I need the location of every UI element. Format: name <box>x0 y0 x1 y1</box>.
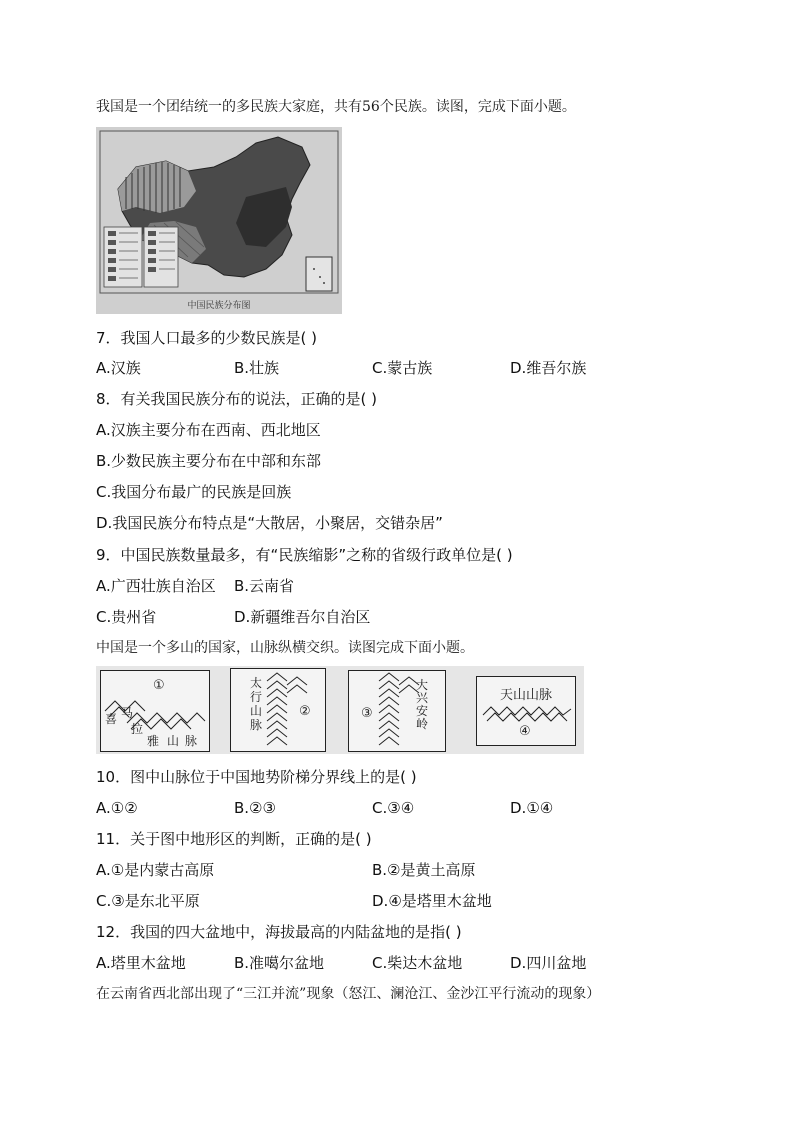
panel3-number: ③ <box>361 706 373 721</box>
q7-option-a: A.汉族 <box>96 359 141 377</box>
q8-option-a: A.汉族主要分布在西南、西北地区 <box>96 421 321 439</box>
intro-text-three-rivers: 在云南省西北部出现了“三江并流”现象（怒江、澜沧江、金沙江平行流动的现象） <box>96 986 601 1002</box>
q11-option-b: B.②是黄土高原 <box>372 861 476 879</box>
intro-text-ethnic: 我国是一个团结统一的多民族大家庭，共有56个民族。读图，完成下面小题。 <box>96 99 576 115</box>
q9-option-b: B.云南省 <box>234 577 295 595</box>
panel-taihang <box>230 668 326 752</box>
q8-option-c: C.我国分布最广的民族是回族 <box>96 483 292 501</box>
panel1-label-char-1: 喜 <box>105 712 118 726</box>
q9-option-a: A.广西壮族自治区 <box>96 577 216 595</box>
china-ethnic-map-figure <box>96 127 342 314</box>
q11-option-d: D.④是塔里木盆地 <box>372 892 492 910</box>
question-9-stem: 9．中国民族数量最多，有“民族缩影”之称的省级行政单位是( ) <box>96 546 513 564</box>
q10-option-a: A.①② <box>96 799 138 817</box>
q9-option-d: D.新疆维吾尔自治区 <box>234 608 371 626</box>
q12-option-d: D.四川盆地 <box>510 954 587 972</box>
panel2-label-char-3: 山 <box>249 704 262 718</box>
panel4-number: ④ <box>519 724 531 739</box>
q7-option-c: C.蒙古族 <box>372 359 433 377</box>
panel1-label-char-2: 马 <box>121 706 134 720</box>
q12-option-c: C.柴达木盆地 <box>372 954 463 972</box>
question-7-stem: 7．我国人口最多的少数民族是( ) <box>96 329 318 347</box>
panel2-label-char-2: 行 <box>249 690 262 704</box>
q11-option-c: C.③是东北平原 <box>96 892 200 910</box>
panel3-label-char-4: 岭 <box>415 717 428 731</box>
q8-option-d: D.我国民族分布特点是“大散居，小聚居，交错杂居” <box>96 514 443 532</box>
intro-text-mountains: 中国是一个多山的国家，山脉纵横交织。读图完成下面小题。 <box>96 640 474 656</box>
q7-option-d: D.维吾尔族 <box>510 359 587 377</box>
panel-himalaya <box>100 670 210 752</box>
panel2-label-char-4: 脉 <box>249 718 262 732</box>
panel1-number: ① <box>153 678 165 693</box>
question-12-stem: 12．我国的四大盆地中，海拔最高的内陆盆地的是指( ) <box>96 923 462 941</box>
question-11-stem: 11．关于图中地形区的判断，正确的是( ) <box>96 830 372 848</box>
panel1-label-char-6: 脉 <box>185 734 198 748</box>
q10-option-c: C.③④ <box>372 799 415 817</box>
panel4-label: 天山山脉 <box>499 688 552 703</box>
q9-option-c: C.贵州省 <box>96 608 157 626</box>
mountain-panels-figure <box>96 666 584 754</box>
panel2-number: ② <box>299 704 311 719</box>
panel-tianshan <box>476 676 576 746</box>
mountain-chain-icon <box>231 669 325 751</box>
panel3-label-char-3: 安 <box>415 704 428 718</box>
q7-option-b: B.壮族 <box>234 359 280 377</box>
q10-option-d: D.①④ <box>510 799 554 817</box>
china-map-image <box>96 127 342 297</box>
q12-option-a: A.塔里木盆地 <box>96 954 186 972</box>
panel3-label-char-2: 兴 <box>415 691 428 705</box>
panel1-label-char-5: 山 <box>167 734 180 748</box>
panel-daxinganling <box>348 670 446 752</box>
panel1-label-char-3: 拉 <box>131 722 144 736</box>
panel1-label-char-4: 雅 <box>147 734 160 748</box>
panel3-label-char-1: 大 <box>415 678 428 692</box>
panel2-label-char-1: 太 <box>249 676 262 690</box>
q10-option-b: B.②③ <box>234 799 276 817</box>
map-caption: 中国民族分布图 <box>187 301 251 311</box>
question-8-stem: 8．有关我国民族分布的说法，正确的是( ) <box>96 390 378 408</box>
question-10-stem: 10．图中山脉位于中国地势阶梯分界线上的是( ) <box>96 768 417 786</box>
q11-option-a: A.①是内蒙古高原 <box>96 861 215 879</box>
q12-option-b: B.准噶尔盆地 <box>234 954 325 972</box>
q8-option-b: B.少数民族主要分布在中部和东部 <box>96 452 322 470</box>
